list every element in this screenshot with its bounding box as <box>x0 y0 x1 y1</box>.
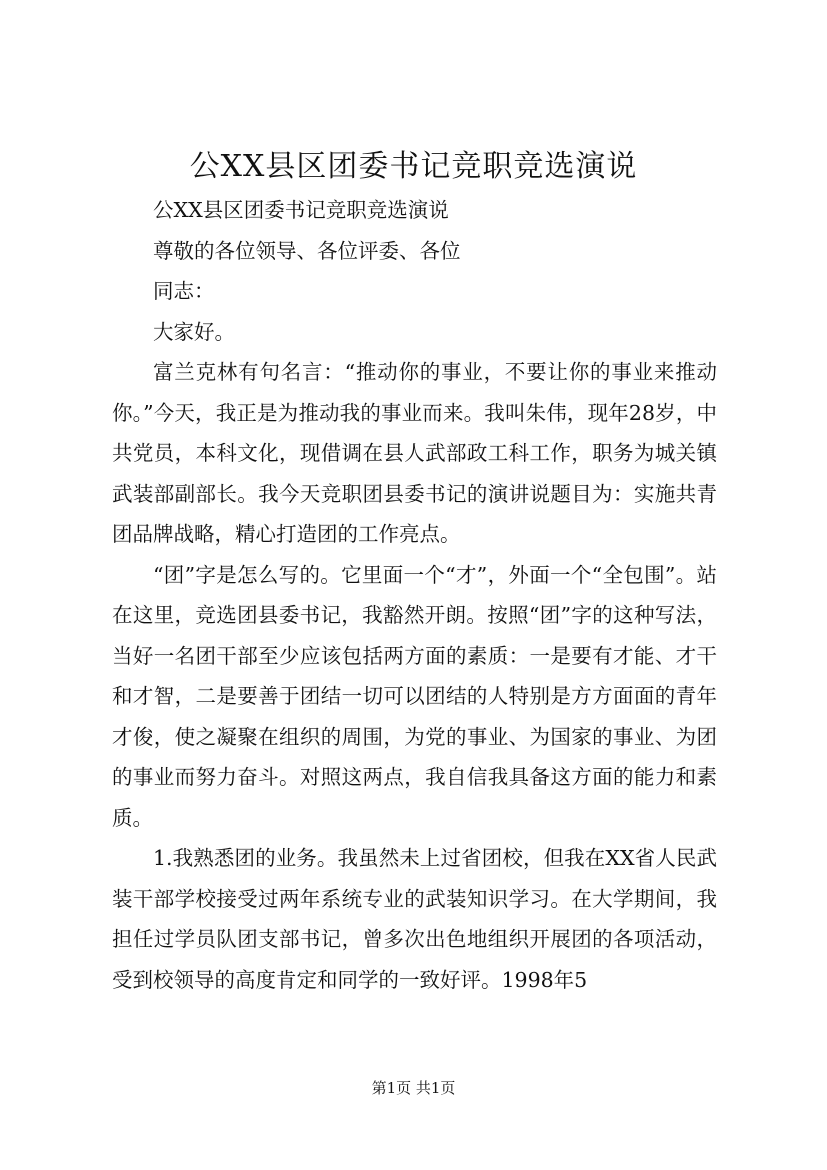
document-title: 公XX县区团委书记竞职竞选演说 <box>189 149 638 184</box>
paragraph-salutation-cont: 同志： <box>153 279 215 303</box>
paragraph-greeting: 大家好。 <box>153 319 235 344</box>
paragraph-salutation: 尊敬的各位领导、各位评委、各位 <box>153 238 461 263</box>
page-number: 第1页 共1页 <box>371 1079 456 1097</box>
paragraph-point-one: 1.我熟悉团的业务。我虽然未上过省团校，但我在XX省人民武装干部学校接受过两年系统专业的武装知识学习。在大学期间，我担任过学员队团支部书记，曾多次出色地组织开展团的各项活动，受到校领导的高度肯定和同学的一致好评。1998年5 <box>112 846 717 992</box>
document-body <box>112 190 717 1000</box>
paragraph-tuan-character: “团”字是怎么写的。它里面一个“才”，外面一个“全包围”。站在这里，竞选团县委书记，我豁然开朗。按照“团”字的这种写法，当好一名团干部至少应该包括两方面的素质：一是要有才能、才干和才智，二是要善于团结一切可以团结的人特别是方方面面的青年才俊，使之凝聚在组织的周围，为党的事业、为国家的事业、为团的事业而努力奋斗。对照这两点，我自信我具备这方面的能力和素质。 <box>112 562 717 830</box>
paragraph-introduction: 富兰克林有句名言：“推动你的事业，不要让你的事业来推动你。”今天，我正是为推动我的事业而来。我叫朱伟，现年28岁，中共党员，本科文化，现借调在县人武部政工科工作，职务为城关镇武装部副部长。我今天竞职团县委书记的演讲说题目为：实施共青团品牌战略，精心打造团的工作亮点。 <box>112 360 717 546</box>
paragraph-subtitle: 公XX县区团委书记竞职竞选演说 <box>153 198 449 222</box>
